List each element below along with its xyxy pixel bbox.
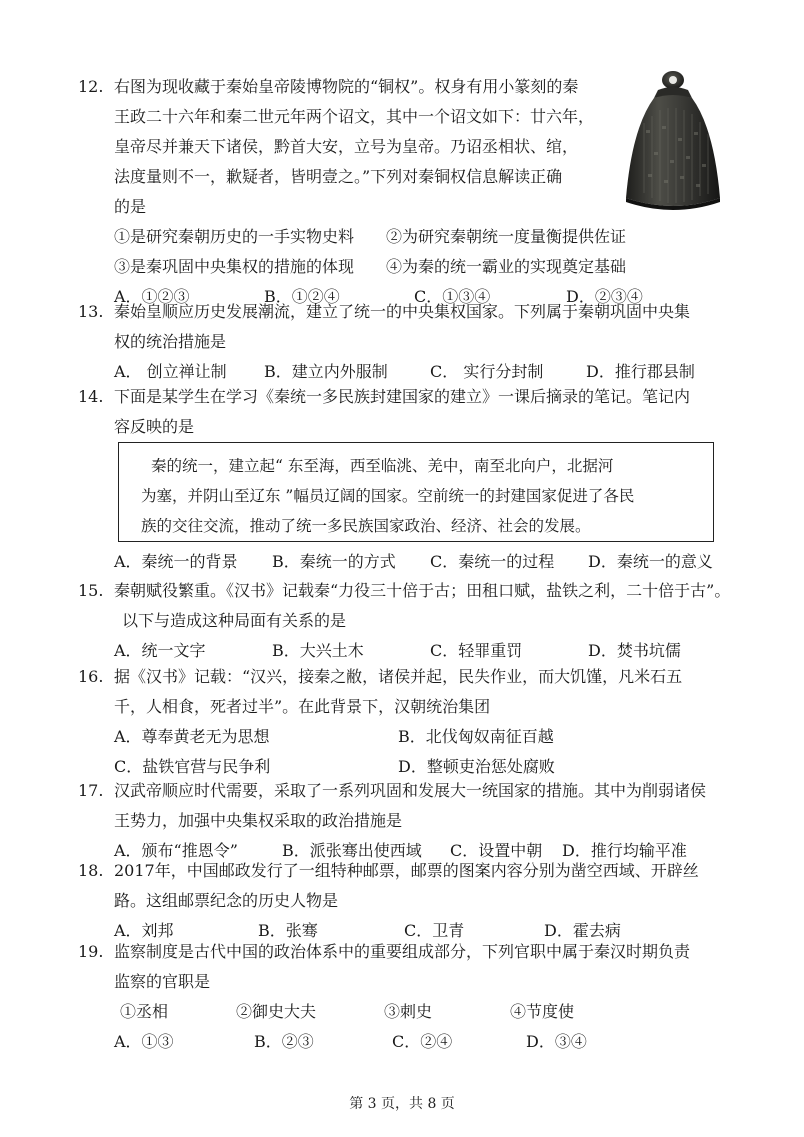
option-a[interactable]: A．刘邦 (114, 921, 174, 940)
question-text: 权的统治措施是 (114, 332, 227, 351)
question-19 (78, 937, 728, 1057)
statement-item: ③刺史 (384, 1002, 433, 1021)
question-text: 王势力，加强中央集权采取的政治措施是 (114, 811, 403, 830)
statement-item: ④节度使 (510, 1002, 575, 1021)
statement-item: ①是研究秦朝历史的一手实物史料 (114, 227, 355, 246)
question-17 (78, 776, 728, 866)
option-b[interactable]: B．①②④ (264, 287, 340, 306)
option-a[interactable]: A．①③ (114, 1032, 174, 1051)
question-text: 监察的官职是 (114, 972, 211, 991)
option-b[interactable]: B．大兴土木 (272, 641, 364, 660)
option-d[interactable]: D．②③④ (566, 287, 643, 306)
statement-item: ④为秦的统一霸业的实现奠定基础 (386, 257, 627, 276)
question-18 (78, 856, 728, 946)
option-a[interactable]: A．尊奉黄老无为思想 (114, 727, 270, 746)
option-c[interactable]: C．卫青 (404, 921, 465, 940)
statement-item: ②为研究秦朝统一度量衡提供佐证 (386, 227, 627, 246)
statement-item: ③是秦巩固中央集权的措施的体现 (114, 257, 355, 276)
option-a[interactable]: A．颁布“推恩令” (114, 841, 238, 860)
question-text: 监察制度是古代中国的政治体系中的重要组成部分，下列官职中属于秦汉时期负责 (114, 942, 691, 961)
option-d[interactable]: D．整顿吏治惩处腐败 (398, 757, 555, 776)
question-text: 秦朝赋役繁重。《汉书》记载秦“力役三十倍于古；田租口赋，盐铁之利，二十倍于古”。 (114, 581, 731, 600)
question-12 (78, 72, 728, 312)
option-d[interactable]: D．③④ (526, 1032, 587, 1051)
option-d[interactable]: D．霍去病 (544, 921, 621, 940)
quote-line: 族的交往交流，推动了统一多民族国家政治、经济、社会的发展。 (141, 517, 591, 535)
question-text: 秦始皇顺应历史发展潮流，建立了统一的中央集权国家。下列属于秦朝巩固中央集 (114, 302, 691, 321)
note-quote-box (118, 442, 714, 542)
question-number: 16. (78, 667, 104, 686)
option-a[interactable]: A．统一文字 (114, 641, 206, 660)
option-a[interactable]: A．秦统一的背景 (114, 552, 238, 571)
question-number: 13. (78, 302, 104, 321)
option-b[interactable]: B．北伐匈奴南征百越 (398, 727, 554, 746)
question-15 (78, 576, 731, 666)
option-c[interactable]: C． 实行分封制 (430, 362, 544, 381)
question-text: 容反映的是 (114, 417, 195, 436)
option-a[interactable]: A．①②③ (114, 287, 190, 306)
answer-options (114, 547, 728, 577)
question-14 (78, 382, 728, 442)
answer-options (114, 722, 728, 752)
question-number: 12. (78, 77, 104, 96)
question-14-options (78, 547, 728, 577)
question-text: 据《汉书》记载：“汉兴，接秦之敝，诸侯并起，民失作业，而大饥馑，凡米石五 (114, 667, 683, 686)
question-text: 2017年，中国邮政发行了一组特种邮票，邮票的图案内容分别为凿空西域、开辟丝 (114, 861, 699, 880)
option-c[interactable]: C．轻罪重罚 (430, 641, 523, 660)
option-b[interactable]: B．②③ (254, 1032, 314, 1051)
question-number: 18. (78, 861, 104, 880)
question-text: 的是 (114, 197, 147, 216)
option-b[interactable]: B．张骞 (258, 921, 318, 940)
option-c[interactable]: C．盐铁官营与民争利 (114, 757, 271, 776)
option-c[interactable]: C．秦统一的过程 (430, 552, 555, 571)
question-number: 17. (78, 781, 104, 800)
statement-item: ①丞相 (120, 1002, 169, 1021)
question-13 (78, 297, 728, 387)
question-number: 19. (78, 942, 104, 961)
option-b[interactable]: B．建立内外服制 (264, 362, 388, 381)
quote-line: 为塞，并阴山至辽东 ”幅员辽阔的国家。空前统一的封建国家促进了各民 (141, 487, 635, 505)
option-b[interactable]: B．派张骞出使西域 (282, 841, 422, 860)
answer-options (114, 1027, 728, 1057)
option-c[interactable]: C．设置中朝 (450, 841, 543, 860)
question-16 (78, 662, 728, 782)
question-text: 王政二十六年和秦二世元年两个诏文，其中一个诏文如下：廿六年， (114, 107, 595, 126)
question-text: 千，人相食，死者过半”。在此背景下，汉朝统治集团 (114, 697, 491, 716)
option-d[interactable]: D．推行郡县制 (586, 362, 695, 381)
statement-item: ②御史大夫 (236, 1002, 317, 1021)
option-b[interactable]: B．秦统一的方式 (272, 552, 396, 571)
option-c[interactable]: C．①③④ (414, 287, 491, 306)
quote-line: 秦的统一，建立起“ 东至海，西至临洮、羌中，南至北向户，北据河 (151, 457, 614, 475)
option-d[interactable]: D．焚书坑儒 (588, 641, 681, 660)
question-text: 以下与造成这种局面有关系的是 (122, 611, 347, 630)
question-text: 法度量则不一，歉疑者，皆明壹之。”下列对秦铜权信息解读正确 (114, 167, 563, 186)
question-text: 右图为现收藏于秦始皇帝陵博物院的“铜权”。权身有用小篆刻的秦 (114, 77, 579, 96)
question-text: 汉武帝顺应时代需要，采取了一系列巩固和发展大一统国家的措施。其中为削弱诸侯 (114, 781, 707, 800)
statement-row (114, 997, 728, 1027)
option-a[interactable]: A． 创立禅让制 (114, 362, 227, 381)
question-text: 皇帝尽并兼天下诸侯，黔首大安，立号为皇帝。乃诏丞相状、绾， (114, 137, 579, 156)
question-number: 15. (78, 581, 104, 600)
statement-row (114, 222, 728, 252)
page-footer: 第 3 页，共 8 页 (349, 1096, 455, 1112)
question-text: 路。这组邮票纪念的历史人物是 (114, 891, 339, 910)
option-d[interactable]: D．秦统一的意义 (588, 552, 713, 571)
question-number: 14. (78, 387, 104, 406)
option-d[interactable]: D．推行均输平准 (562, 841, 687, 860)
question-text: 下面是某学生在学习《秦统一多民族封建国家的建立》一课后摘录的笔记。笔记内 (114, 387, 691, 406)
statement-row (114, 252, 728, 282)
option-c[interactable]: C．②④ (392, 1032, 453, 1051)
